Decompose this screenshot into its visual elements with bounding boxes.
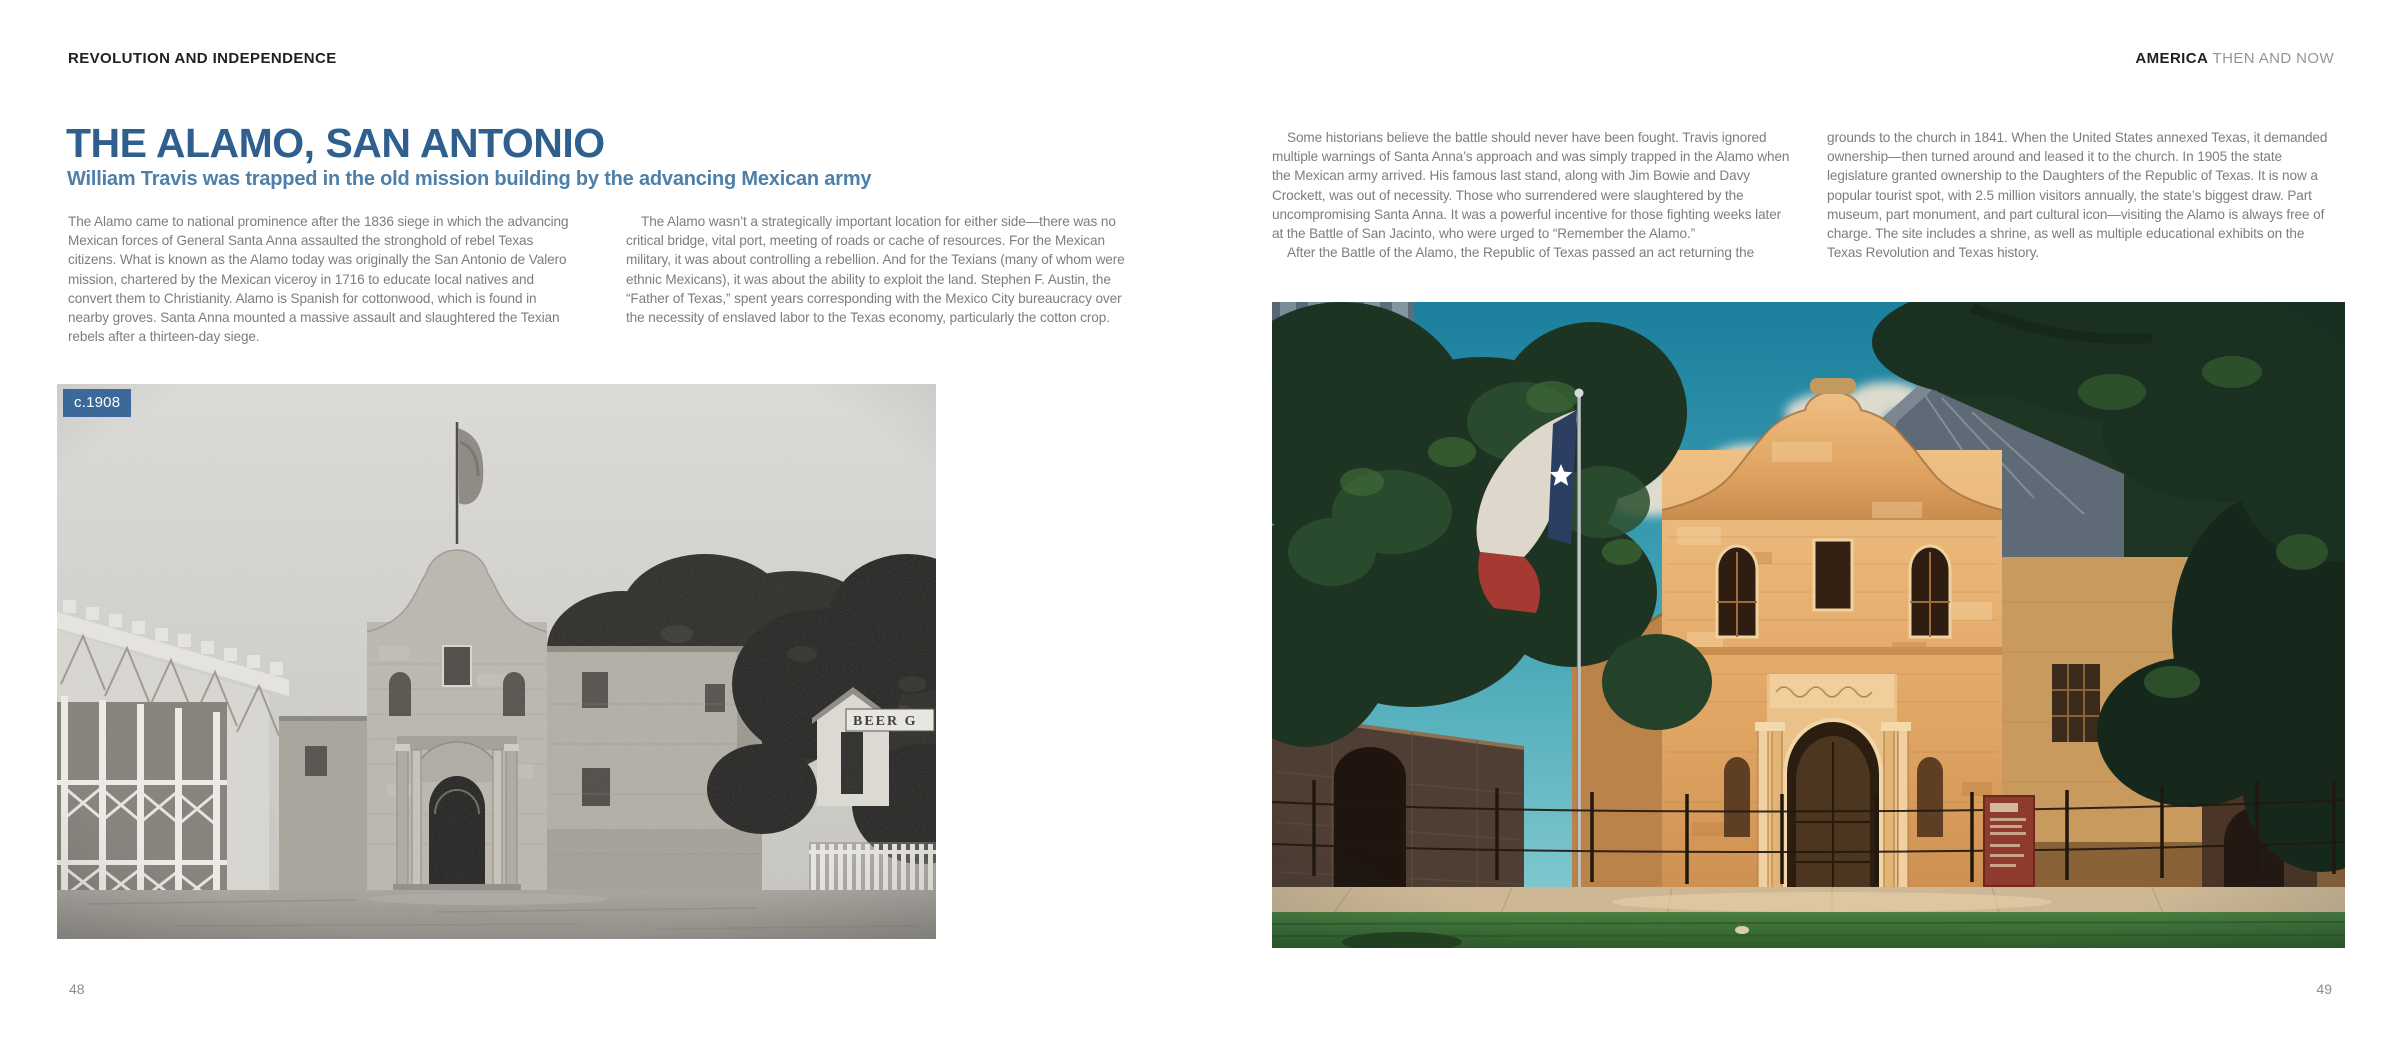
page-number-left: 48 [69, 981, 85, 997]
running-head-right-rest: THEN AND NOW [2208, 50, 2334, 67]
paragraph: Some historians believe the battle should never have been fought. Travis ignored multiple warnings of Santa Anna’s approach and was simply trapped in the Alamo when the Mexican army arrived. His famous last stand, along with Jim Bowie and Davy Crockett, was out of necessity. Those who surrendered were slaughtered by the uncompromising Santa Anna. It was a powerful incentive for those fighting weeks later at the Battle of San Jacinto, who were urged to “Remember the Alamo.” [1272, 130, 1790, 242]
page-number-right: 49 [2316, 981, 2332, 997]
body-column-3 [1272, 128, 1790, 262]
page-title: THE ALAMO, SAN ANTONIO [66, 120, 605, 166]
body-column-1 [68, 212, 576, 346]
running-head-right-bold: AMERICA [2135, 50, 2209, 67]
running-head-right [2135, 50, 2334, 67]
photo-date-badge: c.1908 [63, 389, 131, 417]
now-photo-alamo-sunset [1272, 302, 2345, 948]
paragraph: After the Battle of the Alamo, the Republic of Texas passed an act returning the [1287, 245, 1755, 261]
paragraph: The Alamo wasn’t a strategically important location for either side—there was no critical bridge, vital port, meeting of roads or cache of resources. For the Mexican military, it was about controlling a rebellion. And for the Texians (many of whom were ethnic Mexicans), it was about the ability to exploit the land. Stephen F. Austin, the “Father of Texas,” spent years corresponding with the Mexico City bureaucracy over the necessity of enslaved labor to the Texas economy, particularly the cotton crop. [626, 214, 1125, 326]
paragraph: The Alamo came to national prominence after the 1836 siege in which the advancing Mexican forces of General Santa Anna assaulted the stronghold of rebel Texas citizens. What is known as the Alamo today was originally the San Antonio de Valero mission, chartered by the Mexican viceroy in 1716 to educate local natives and convert them to Christianity. Alamo is Spanish for cottonwood, which is found in nearby groves. Santa Anna mounted a massive assault and slaughtered the Texian rebels after a thirteen-day siege. [68, 214, 569, 345]
then-photo-alamo-1908 [57, 384, 936, 939]
body-column-2 [626, 212, 1141, 327]
paragraph: grounds to the church in 1841. When the United States annexed Texas, it demanded ownership—then turned around and leased it to the church. In 1905 the state legislature granted ownership to the Daughters of the Republic of Texas. It is now a popular tourist spot, with 2.5 million visitors annually, the state’s biggest draw. Part museum, part monument, and part cultural icon—visiting the Alamo is always free of charge. The site includes a shrine, as well as multiple educational exhibits on the Texas Revolution and Texas history. [1827, 130, 2328, 261]
body-column-4 [1827, 128, 2341, 262]
running-head-left: REVOLUTION AND INDEPENDENCE [68, 50, 337, 67]
page-subtitle: William Travis was trapped in the old mission building by the advancing Mexican army [67, 168, 872, 190]
